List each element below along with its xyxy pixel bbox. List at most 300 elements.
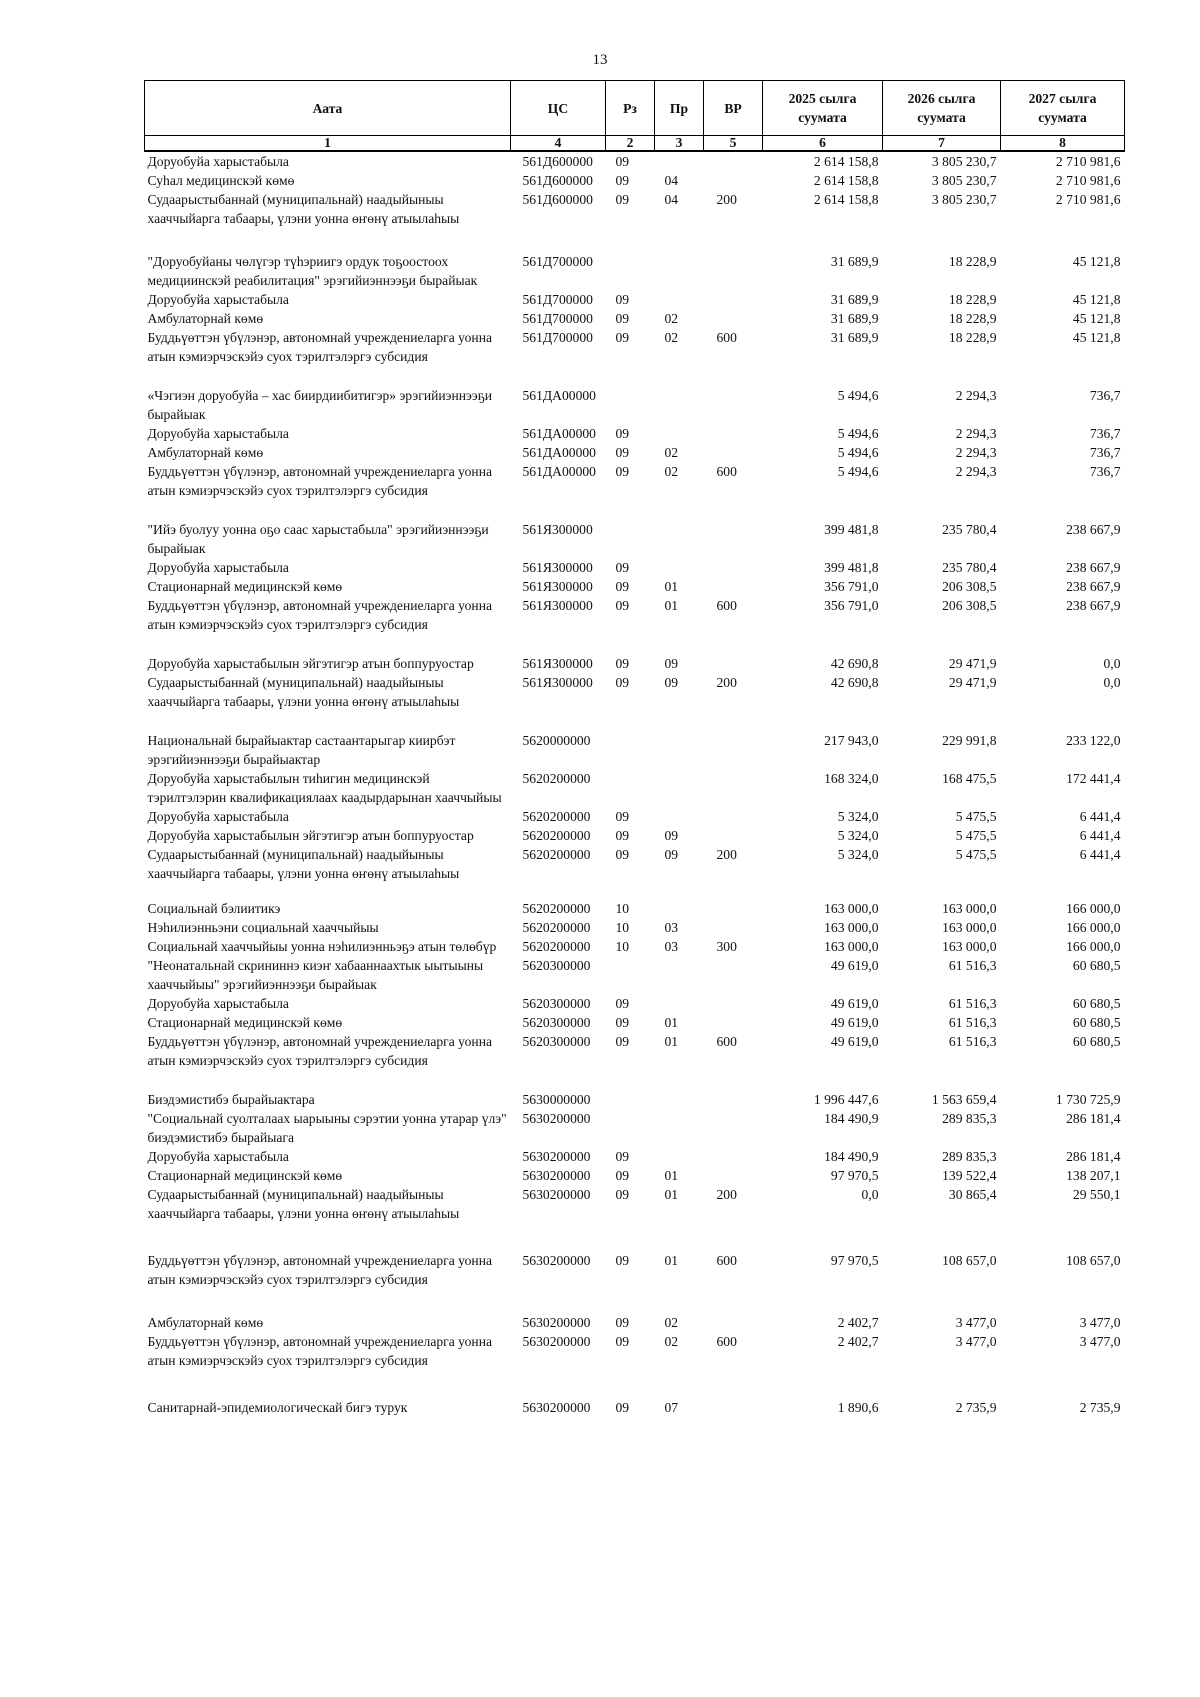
row-amount-2026: 2 294,3	[955, 464, 997, 479]
row-cs-code: 5630200000	[522, 1187, 591, 1202]
row-cs-code: 561Д700000	[522, 254, 593, 269]
row-pr-code: 01	[664, 1015, 679, 1030]
column-index: 7	[883, 136, 1001, 152]
row-name: Буддьүөттэн үбүлэнэр, автономнай учреждениеларга уонна атын кэмиэрчэскэйэ суох тэрилтэлэргэ субсидия	[147, 598, 493, 632]
row-amount-2027: 238 667,9	[1066, 579, 1121, 594]
row-cs-code: 561Я300000	[522, 656, 593, 671]
row-name: Стационарнай медицинскэй көмө	[147, 1015, 343, 1030]
row-vr-code	[704, 654, 763, 673]
row-amount-2025: 168 324,0	[824, 771, 879, 786]
row-amount-2026: 229 991,8	[942, 733, 997, 748]
row-vr-code	[704, 171, 763, 190]
row-amount-2027: 60 680,5	[1072, 958, 1121, 973]
row-rz-code	[606, 731, 655, 769]
row-amount-2025: 1 996 447,6	[813, 1092, 879, 1107]
row-rz-code: 09	[615, 996, 630, 1011]
row-vr-code	[704, 558, 763, 577]
row-cs-code: 5620200000	[522, 920, 591, 935]
row-name: Буддьүөттэн үбүлэнэр, автономнай учреждениеларга уонна атын кэмиэрчэскэйэ суох тэрилтэлэргэ субсидия	[147, 1253, 493, 1287]
row-pr-code: 02	[664, 445, 679, 460]
row-amount-2027: 166 000,0	[1066, 920, 1121, 935]
row-amount-2026: 3 805 230,7	[931, 154, 997, 169]
row-amount-2025: 5 494,6	[837, 464, 879, 479]
row-pr-code	[655, 520, 704, 558]
row-cs-code: 5620300000	[522, 958, 591, 973]
column-index: 1	[145, 136, 511, 152]
row-amount-2026: 3 805 230,7	[931, 173, 997, 188]
row-cs-code: 5620300000	[522, 1015, 591, 1030]
row-amount-2027: 736,7	[1089, 388, 1121, 403]
row-pr-code	[655, 558, 704, 577]
table-row	[145, 1251, 1125, 1289]
row-amount-2026: 108 657,0	[942, 1253, 997, 1268]
row-amount-2026: 18 228,9	[948, 330, 997, 345]
row-cs-code: 561Д700000	[522, 292, 593, 307]
row-rz-code: 09	[615, 1253, 630, 1268]
row-name: "Социальнай суолталаах ыарыыны сэрэтии уонна утарар үлэ" биэдэмистибэ бырайыага	[147, 1111, 507, 1145]
row-vr-code	[704, 826, 763, 845]
row-pr-code	[655, 994, 704, 1013]
row-vr-code	[704, 424, 763, 443]
row-name: Стационарнай медицинскэй көмө	[147, 1168, 343, 1183]
row-cs-code: 561ДА00000	[522, 426, 596, 441]
header-2027: 2027 сылга суумата	[1001, 81, 1125, 136]
row-rz-code: 09	[615, 173, 630, 188]
row-vr-code: 600	[716, 598, 737, 613]
row-amount-2025: 42 690,8	[830, 656, 879, 671]
row-pr-code: 09	[664, 828, 679, 843]
row-cs-code: 561ДА00000	[522, 445, 596, 460]
row-amount-2025: 399 481,8	[824, 560, 879, 575]
row-amount-2026: 163 000,0	[942, 920, 997, 935]
table-row	[145, 190, 1125, 228]
row-amount-2025: 2 402,7	[837, 1315, 879, 1330]
row-vr-code	[704, 252, 763, 290]
row-pr-code	[655, 731, 704, 769]
row-rz-code	[606, 956, 655, 994]
table-row	[145, 1032, 1125, 1070]
row-vr-code	[704, 1166, 763, 1185]
row-pr-code	[655, 1147, 704, 1166]
row-amount-2025: 356 791,0	[824, 598, 879, 613]
header-vr: ВР	[704, 81, 763, 136]
row-amount-2027: 736,7	[1089, 445, 1121, 460]
row-rz-code: 09	[615, 656, 630, 671]
row-vr-code	[704, 994, 763, 1013]
row-cs-code: 561ДА00000	[522, 388, 596, 403]
table-row	[145, 171, 1125, 190]
row-pr-code: 02	[664, 311, 679, 326]
table-row	[145, 577, 1125, 596]
row-pr-code: 01	[664, 1034, 679, 1049]
row-spacer	[145, 228, 1125, 252]
row-pr-code	[655, 769, 704, 807]
header-rz: Рз	[606, 81, 655, 136]
table-row	[145, 807, 1125, 826]
row-amount-2027: 238 667,9	[1066, 522, 1121, 537]
row-amount-2027: 60 680,5	[1072, 1034, 1121, 1049]
row-amount-2025: 0,0	[861, 1187, 879, 1202]
row-amount-2027: 2 735,9	[1079, 1400, 1121, 1415]
row-pr-code	[655, 290, 704, 309]
row-pr-code: 02	[664, 1315, 679, 1330]
row-vr-code	[704, 290, 763, 309]
row-pr-code	[655, 807, 704, 826]
row-spacer	[145, 1289, 1125, 1313]
row-rz-code: 09	[615, 192, 630, 207]
row-pr-code	[655, 252, 704, 290]
table-row	[145, 937, 1125, 956]
row-pr-code: 01	[664, 1253, 679, 1268]
row-amount-2027: 45 121,8	[1072, 292, 1121, 307]
row-name: Судаарыстыбаннай (муниципальнай) наадыйыныы хааччыйарга табаары, үлэни уонна өҥөнү атыылаhыы	[147, 675, 460, 709]
row-cs-code: 561Д600000	[522, 173, 593, 188]
row-pr-code	[655, 956, 704, 994]
row-amount-2026: 163 000,0	[942, 939, 997, 954]
row-amount-2026: 61 516,3	[948, 1015, 997, 1030]
row-amount-2026: 18 228,9	[948, 254, 997, 269]
row-rz-code: 09	[615, 445, 630, 460]
row-spacer	[145, 1223, 1125, 1251]
row-vr-code	[704, 956, 763, 994]
table-row	[145, 424, 1125, 443]
row-rz-code: 09	[615, 1334, 630, 1349]
row-vr-code	[704, 386, 763, 424]
row-amount-2026: 61 516,3	[948, 958, 997, 973]
row-cs-code: 5620000000	[522, 733, 591, 748]
row-name: Судаарыстыбаннай (муниципальнай) наадыйыныы хааччыйарга табаары, үлэни уонна өҥөнү атыылаhыы	[147, 1187, 460, 1221]
row-rz-code: 09	[615, 426, 630, 441]
row-amount-2026: 2 294,3	[955, 445, 997, 460]
row-vr-code	[704, 151, 763, 171]
row-name: Амбулаторнай көмө	[147, 445, 264, 460]
row-cs-code: 561Д600000	[522, 192, 593, 207]
row-amount-2026: 289 835,3	[942, 1111, 997, 1126]
row-amount-2025: 5 494,6	[837, 445, 879, 460]
row-amount-2025: 163 000,0	[824, 920, 879, 935]
table-row	[145, 386, 1125, 424]
row-amount-2027: 3 477,0	[1079, 1315, 1121, 1330]
row-amount-2027: 0,0	[1103, 656, 1121, 671]
row-rz-code: 09	[615, 464, 630, 479]
row-name: Буддьүөттэн үбүлэнэр, автономнай учреждениеларга уонна атын кэмиэрчэскэйэ суох тэрилтэлэргэ субсидия	[147, 330, 493, 364]
row-amount-2026: 235 780,4	[942, 560, 997, 575]
row-rz-code: 09	[615, 675, 630, 690]
table-row	[145, 673, 1125, 711]
row-amount-2027: 60 680,5	[1072, 996, 1121, 1011]
row-amount-2025: 5 324,0	[837, 828, 879, 843]
row-vr-code	[704, 309, 763, 328]
row-rz-code: 09	[615, 809, 630, 824]
row-amount-2027: 6 441,4	[1079, 847, 1121, 862]
row-name: Доруобуйа харыстабылын тиhигин медицинскэй тэрилтэлэрин квалификациялаах каадырдарынан хааччыйыы	[147, 771, 502, 805]
row-name: Буддьүөттэн үбүлэнэр, автономнай учреждениеларга уонна атын кэмиэрчэскэйэ суох тэрилтэлэргэ субсидия	[147, 1334, 493, 1368]
row-amount-2027: 3 477,0	[1079, 1334, 1121, 1349]
table-row	[145, 956, 1125, 994]
row-rz-code	[606, 520, 655, 558]
row-spacer	[145, 366, 1125, 386]
row-vr-code: 300	[716, 939, 737, 954]
table-row	[145, 558, 1125, 577]
row-rz-code: 09	[615, 560, 630, 575]
row-pr-code: 09	[664, 656, 679, 671]
row-vr-code: 200	[716, 847, 737, 862]
table-row	[145, 1013, 1125, 1032]
row-amount-2026: 61 516,3	[948, 996, 997, 1011]
row-rz-code: 09	[615, 330, 630, 345]
row-amount-2027: 166 000,0	[1066, 901, 1121, 916]
row-amount-2025: 42 690,8	[830, 675, 879, 690]
row-amount-2025: 97 970,5	[830, 1253, 879, 1268]
row-amount-2027: 238 667,9	[1066, 560, 1121, 575]
row-pr-code: 01	[664, 1187, 679, 1202]
row-rz-code: 09	[615, 828, 630, 843]
row-cs-code: 5620200000	[522, 828, 591, 843]
row-pr-code: 04	[664, 192, 679, 207]
row-amount-2027: 2 710 981,6	[1055, 192, 1121, 207]
row-vr-code	[704, 807, 763, 826]
row-vr-code	[704, 918, 763, 937]
row-amount-2026: 3 477,0	[955, 1315, 997, 1330]
row-vr-code	[704, 520, 763, 558]
row-amount-2026: 168 475,5	[942, 771, 997, 786]
row-rz-code	[606, 1109, 655, 1147]
row-vr-code: 200	[716, 675, 737, 690]
header-2025: 2025 сылга суумата	[763, 81, 883, 136]
row-amount-2025: 5 324,0	[837, 809, 879, 824]
row-vr-code	[704, 1147, 763, 1166]
row-name: «Чэгиэн доруобуйа – хас биирдиибитигэр» эрэгийиэннээҕи бырайыак	[147, 388, 492, 422]
row-cs-code: 5620300000	[522, 1034, 591, 1049]
row-name: Судаарыстыбаннай (муниципальнай) наадыйыныы хааччыйарга табаары, үлэни уонна өҥөнү атыылаhыы	[147, 192, 460, 226]
row-amount-2027: 0,0	[1103, 675, 1121, 690]
row-cs-code: 5630200000	[522, 1334, 591, 1349]
row-cs-code: 5630000000	[522, 1092, 591, 1107]
row-pr-code	[655, 386, 704, 424]
row-rz-code	[606, 386, 655, 424]
row-amount-2025: 217 943,0	[824, 733, 879, 748]
row-name: Доруобуйа харыстабыла	[147, 154, 289, 169]
row-name: Национальнай бырайыактар састаантарыгар киирбэт эрэгийиэннээҕи бырайыактар	[147, 733, 456, 767]
table-row	[145, 596, 1125, 634]
table-row	[145, 899, 1125, 918]
row-spacer	[145, 883, 1125, 899]
table-row	[145, 826, 1125, 845]
row-rz-code: 09	[615, 1400, 630, 1415]
row-pr-code: 02	[664, 1334, 679, 1349]
row-amount-2027: 138 207,1	[1066, 1168, 1121, 1183]
table-row	[145, 654, 1125, 673]
row-cs-code: 5630200000	[522, 1253, 591, 1268]
row-vr-code	[704, 577, 763, 596]
row-amount-2025: 97 970,5	[830, 1168, 879, 1183]
row-amount-2025: 163 000,0	[824, 901, 879, 916]
table-row	[145, 1185, 1125, 1223]
row-cs-code: 5630200000	[522, 1149, 591, 1164]
row-pr-code: 04	[664, 173, 679, 188]
row-cs-code: 561Я300000	[522, 675, 593, 690]
row-amount-2026: 18 228,9	[948, 292, 997, 307]
row-name: Стационарнай медицинскэй көмө	[147, 579, 343, 594]
row-amount-2026: 18 228,9	[948, 311, 997, 326]
row-name: Буддьүөттэн үбүлэнэр, автономнай учреждениеларга уонна атын кэмиэрчэскэйэ суох тэрилтэлэргэ субсидия	[147, 464, 493, 498]
row-name: Буддьүөттэн үбүлэнэр, автономнай учреждениеларга уонна атын кэмиэрчэскэйэ суох тэрилтэлэргэ субсидия	[147, 1034, 493, 1068]
row-amount-2025: 31 689,9	[830, 330, 879, 345]
row-amount-2027: 1 730 725,9	[1055, 1092, 1121, 1107]
row-rz-code: 09	[615, 579, 630, 594]
budget-table	[144, 80, 1125, 1417]
column-index: 6	[763, 136, 883, 152]
row-spacer	[145, 634, 1125, 654]
page-number: 13	[592, 52, 608, 68]
row-amount-2027: 238 667,9	[1066, 598, 1121, 613]
row-pr-code: 01	[664, 1168, 679, 1183]
column-index: 8	[1001, 136, 1125, 152]
table-row	[145, 918, 1125, 937]
row-amount-2025: 49 619,0	[830, 958, 879, 973]
row-pr-code: 02	[664, 330, 679, 345]
row-amount-2026: 5 475,5	[955, 828, 997, 843]
row-amount-2025: 49 619,0	[830, 996, 879, 1011]
row-amount-2027: 108 657,0	[1066, 1253, 1121, 1268]
row-amount-2025: 5 324,0	[837, 847, 879, 862]
row-name: Амбулаторнай көмө	[147, 1315, 264, 1330]
row-vr-code	[704, 731, 763, 769]
column-index: 5	[704, 136, 763, 152]
row-spacer	[145, 711, 1125, 731]
header-row	[145, 81, 1125, 136]
row-vr-code	[704, 769, 763, 807]
row-rz-code: 09	[615, 1168, 630, 1183]
row-amount-2026: 163 000,0	[942, 901, 997, 916]
row-amount-2027: 6 441,4	[1079, 809, 1121, 824]
row-amount-2026: 2 735,9	[955, 1400, 997, 1415]
row-amount-2025: 31 689,9	[830, 292, 879, 307]
row-name: "Неонатальнай скрининнэ киэҥ хабааннаахтык ыытыыны хааччыйыы" эрэгийиэннээҕи бырайыак	[147, 958, 484, 992]
row-amount-2025: 1 890,6	[837, 1400, 879, 1415]
row-amount-2025: 5 494,6	[837, 388, 879, 403]
row-amount-2025: 49 619,0	[830, 1034, 879, 1049]
header-2026: 2026 сылга суумата	[883, 81, 1001, 136]
row-rz-code: 09	[615, 1149, 630, 1164]
table-row	[145, 994, 1125, 1013]
row-amount-2027: 286 181,4	[1066, 1149, 1121, 1164]
row-amount-2026: 3 477,0	[955, 1334, 997, 1349]
row-pr-code: 07	[664, 1400, 679, 1415]
row-name: Доруобуйа харыстабыла	[147, 1149, 289, 1164]
table-row	[145, 769, 1125, 807]
row-amount-2026: 1 563 659,4	[931, 1092, 997, 1107]
row-rz-code: 09	[615, 154, 630, 169]
row-rz-code	[606, 252, 655, 290]
row-pr-code: 01	[664, 598, 679, 613]
row-spacer	[145, 1370, 1125, 1398]
row-amount-2027: 233 122,0	[1066, 733, 1121, 748]
row-amount-2026: 206 308,5	[942, 598, 997, 613]
row-vr-code	[704, 1013, 763, 1032]
column-index-row	[145, 136, 1125, 152]
row-rz-code: 09	[615, 292, 630, 307]
table-row	[145, 328, 1125, 366]
row-vr-code	[704, 1313, 763, 1332]
row-cs-code: 561Я300000	[522, 598, 593, 613]
column-index: 4	[511, 136, 606, 152]
row-name: Социальнай хааччыйыы уонна нэhилиэнньэҕэ атын төлөбүр	[147, 939, 497, 954]
table-row	[145, 845, 1125, 883]
table-row	[145, 1398, 1125, 1417]
row-spacer	[145, 1070, 1125, 1090]
row-vr-code: 600	[716, 1334, 737, 1349]
row-cs-code: 5620200000	[522, 771, 591, 786]
row-amount-2025: 184 490,9	[824, 1149, 879, 1164]
row-pr-code	[655, 151, 704, 171]
row-vr-code: 600	[716, 330, 737, 345]
row-cs-code: 561Д600000	[522, 154, 593, 169]
row-amount-2026: 2 294,3	[955, 388, 997, 403]
row-name: Амбулаторнай көмө	[147, 311, 264, 326]
row-amount-2026: 5 475,5	[955, 847, 997, 862]
row-pr-code	[655, 899, 704, 918]
row-rz-code	[606, 1090, 655, 1109]
row-amount-2027: 45 121,8	[1072, 330, 1121, 345]
row-rz-code: 09	[615, 847, 630, 862]
column-index: 2	[606, 136, 655, 152]
row-amount-2026: 30 865,4	[948, 1187, 997, 1202]
row-pr-code	[655, 1109, 704, 1147]
row-amount-2027: 2 710 981,6	[1055, 173, 1121, 188]
row-rz-code: 10	[615, 939, 630, 954]
table-row	[145, 151, 1125, 171]
row-amount-2025: 163 000,0	[824, 939, 879, 954]
row-amount-2027: 45 121,8	[1072, 311, 1121, 326]
table-row	[145, 290, 1125, 309]
table-row	[145, 309, 1125, 328]
row-rz-code: 09	[615, 1315, 630, 1330]
row-amount-2026: 139 522,4	[942, 1168, 997, 1183]
row-amount-2025: 2 614 158,8	[813, 154, 879, 169]
row-amount-2026: 3 805 230,7	[931, 192, 997, 207]
row-vr-code: 200	[716, 192, 737, 207]
row-name: Доруобуйа харыстабылын эйгэтигэр атын боппуруостар	[147, 828, 474, 843]
row-amount-2025: 356 791,0	[824, 579, 879, 594]
row-name: Доруобуйа харыстабыла	[147, 809, 289, 824]
row-amount-2026: 289 835,3	[942, 1149, 997, 1164]
row-cs-code: 561Я300000	[522, 579, 593, 594]
table-body	[145, 151, 1125, 1417]
row-cs-code: 561ДА00000	[522, 464, 596, 479]
row-name: "Доруобуйаны чөлүгэр түhэриигэ ордук тоҕоостоох медициинскэй реабилитация" эрэгийиэннээҕи бырайыак	[147, 254, 478, 288]
row-amount-2027: 60 680,5	[1072, 1015, 1121, 1030]
row-amount-2025: 2 614 158,8	[813, 192, 879, 207]
row-name: Биэдэмистибэ бырайыактара	[147, 1092, 315, 1107]
row-spacer	[145, 500, 1125, 520]
row-rz-code	[606, 769, 655, 807]
row-cs-code: 5620200000	[522, 847, 591, 862]
table-row	[145, 520, 1125, 558]
row-vr-code: 600	[716, 1253, 737, 1268]
row-pr-code: 09	[664, 847, 679, 862]
row-name: Доруобуйа харыстабыла	[147, 292, 289, 307]
row-cs-code: 561Д700000	[522, 311, 593, 326]
row-vr-code	[704, 1090, 763, 1109]
row-amount-2026: 61 516,3	[948, 1034, 997, 1049]
row-name: Социальнай бэлиитикэ	[147, 901, 281, 916]
row-name: Доруобуйа харыстабыла	[147, 996, 289, 1011]
row-pr-code: 09	[664, 675, 679, 690]
row-cs-code: 5620200000	[522, 939, 591, 954]
row-pr-code: 03	[664, 939, 679, 954]
row-name: Суhал медицинскэй көмө	[147, 173, 295, 188]
